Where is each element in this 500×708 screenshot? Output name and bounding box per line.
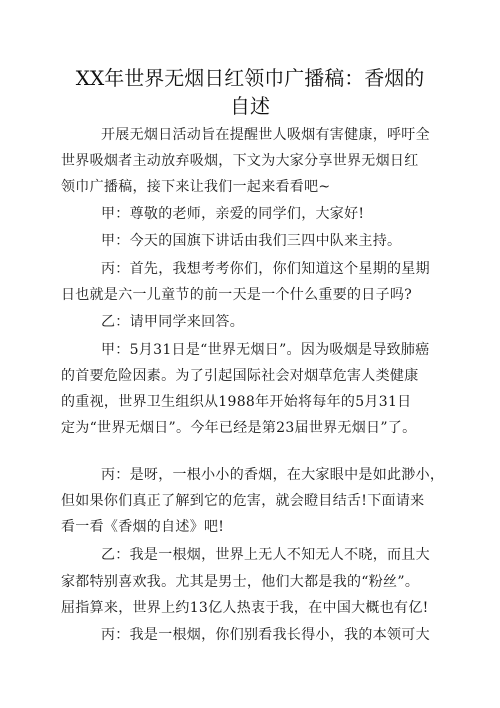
body-line: 乙：我是一根烟，世界上无人不知无人不晓，而且大 (101, 547, 430, 563)
body-line: 但如果你们真正了解到它的危害，就会瞪目结舌!下面请来 (61, 493, 425, 509)
body-line: 领巾广播稿，接下来让我们一起来看看吧~ (61, 179, 331, 195)
body-line: 日也就是六一儿童节的前一天是一个什么重要的日子吗? (61, 287, 413, 303)
body-line: 的首要危险因素。为了引起国际社会对烟草危害人类健康 (61, 368, 419, 384)
body-line: 家都特别喜欢我。尤其是男士，他们大都是我的“粉丝”。 (61, 574, 420, 590)
body-line: 屈指算来，世界上约13亿人热衷于我，在中国大概也有亿! (61, 600, 429, 616)
document-title-line-1: XX年世界无烟日红领巾广播稿：香烟的 (75, 66, 425, 90)
document-title-line-2: 自述 (230, 94, 270, 118)
body-line: 乙：请甲同学来回答。 (101, 314, 244, 330)
body-line: 的重视，世界卫生组织从1988年开始将每年的5月31日 (61, 394, 412, 410)
body-line: 看一看《香烟的自述》吧! (61, 519, 225, 535)
body-line: 甲：尊敬的老师，亲爱的同学们，大家好! (101, 206, 365, 222)
body-line: 定为“世界无烟日”。今年已经是第23届世界无烟日”了。 (61, 420, 417, 436)
body-line: 丙：首先，我想考考你们，你们知道这个星期的星期 (101, 261, 430, 277)
body-line: 甲：5月31日是“世界无烟日”。因为吸烟是导致肺癌 (101, 342, 430, 358)
body-line: 丙：是呀，一根小小的香烟，在大家眼中是如此渺小， (101, 467, 445, 483)
body-line: 甲：今天的国旗下讲话由我们三四中队来主持。 (101, 233, 402, 249)
body-line: 世界吸烟者主动放弃吸烟，下文为大家分享世界无烟日红 (61, 153, 419, 169)
body-line: 开展无烟日活动旨在提醒世人吸烟有害健康，呼吁全 (101, 127, 430, 143)
body-line: 丙：我是一根烟，你们别看我长得小，我的本领可大 (101, 627, 430, 643)
